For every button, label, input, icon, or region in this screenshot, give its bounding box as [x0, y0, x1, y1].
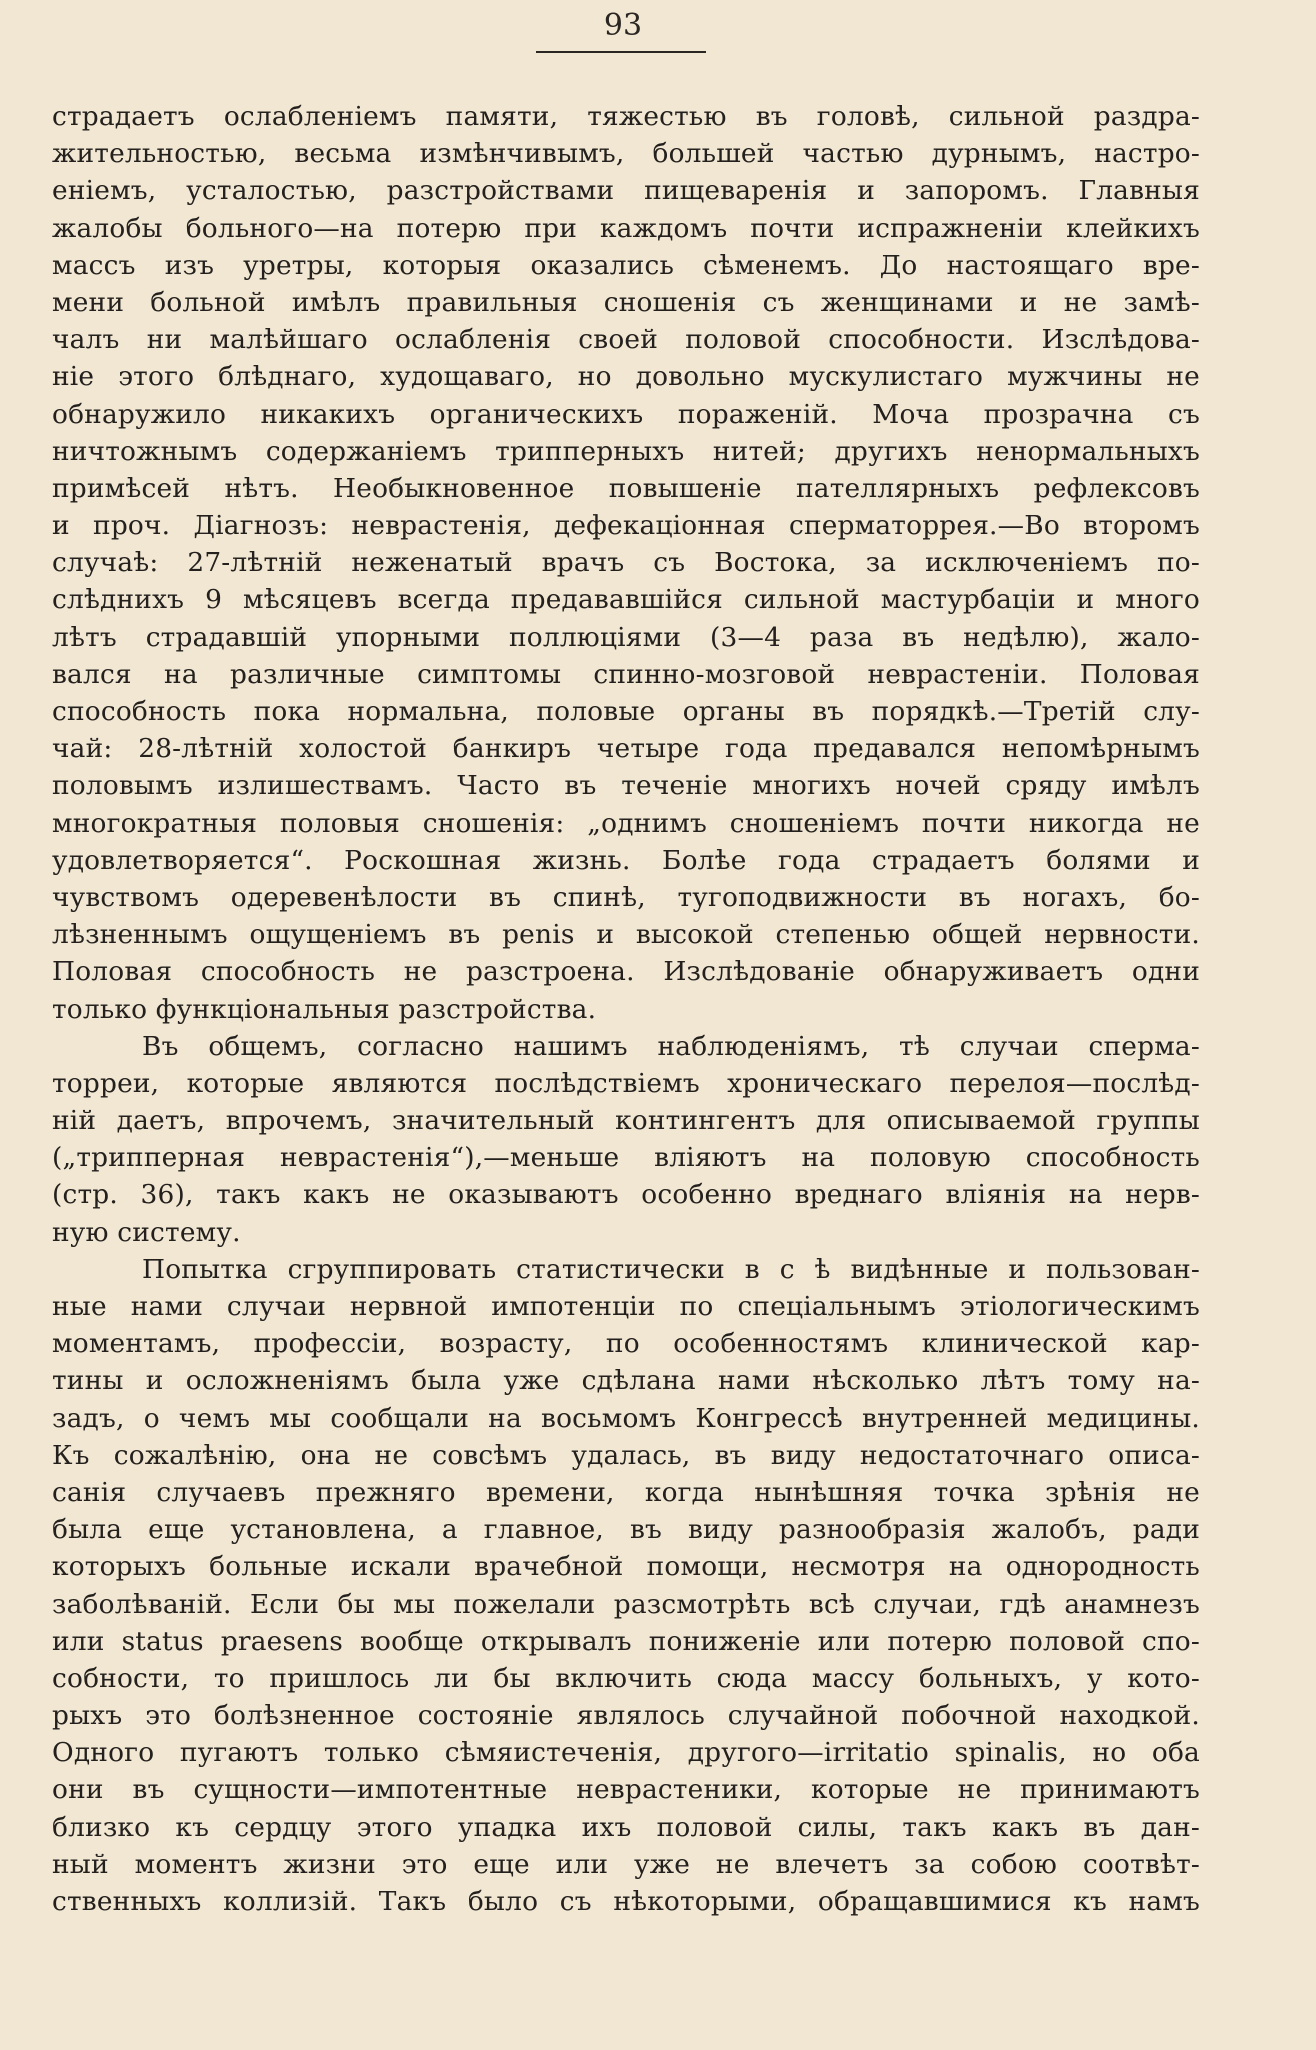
text-line: была еще установлена, а главное, въ виду разнообразія жалобъ, ради	[52, 1514, 1200, 1546]
text-line: способность пока нормальна, половые органы въ порядкѣ.—Третій слу-	[52, 696, 1200, 727]
text-line: моментамъ, профессіи, возрасту, по особенностямъ клинической кар-	[52, 1328, 1200, 1360]
text-line: (стр. 36), такъ какъ не оказываютъ особенно вреднаго вліянія на нерв-	[52, 1179, 1200, 1211]
text-line: чай: 28-лѣтній холостой банкиръ четыре года предавался непомѣрнымъ	[52, 733, 1200, 765]
text-line: ные нами случаи нервной импотенціи по спеціальнымъ этіологическимъ	[52, 1291, 1200, 1322]
text-line: Попытка сгруппировать статистически в с ѣ видѣнные и пользован-	[142, 1253, 1200, 1285]
text-line: Въ общемъ, согласно нашимъ наблюденіямъ, тѣ случаи сперма-	[142, 1030, 1200, 1062]
text-line: мени больной имѣлъ правильныя сношенія съ женщинами и не замѣ-	[52, 286, 1200, 318]
text-line: они въ сущности—импотентные неврастеники, которые не принимаютъ	[52, 1774, 1200, 1806]
text-line: страдаетъ ослабленіемъ памяти, тяжестью въ головѣ, сильной раздра-	[52, 101, 1200, 132]
text-line: еніемъ, усталостью, разстройствами пищеваренія и запоромъ. Главныя	[52, 175, 1200, 207]
text-line: задъ, о чемъ мы сообщали на восьмомъ Конгрессѣ внутренней медицины.	[52, 1402, 1200, 1434]
text-line: удовлетворяется“. Роскошная жизнь. Болѣе года страдаетъ болями и	[52, 844, 1200, 876]
text-line: слѣднихъ 9 мѣсяцевъ всегда предававшійся сильной мастурбаціи и много	[52, 584, 1200, 616]
text-line: Половая способность не разстроена. Изслѣдованіе обнаруживаетъ одни	[52, 956, 1200, 988]
text-line: торреи, которые являются послѣдствіемъ хроническаго перелоя—послѣд-	[52, 1067, 1200, 1099]
paragraph	[52, 1028, 1200, 1251]
text-line: собности, то пришлось ли бы включить сюда массу больныхъ, у кото-	[52, 1662, 1200, 1694]
text-line: Къ сожалѣнію, она не совсѣмъ удалась, въ виду недостаточнаго описа-	[52, 1439, 1200, 1471]
text-line: и проч. Діагнозъ: неврастенія, дефекаціонная сперматоррея.—Во второмъ	[52, 510, 1200, 542]
body-text	[52, 98, 1200, 1920]
text-line: ный моментъ жизни это еще или уже не влечетъ за собою соотвѣт-	[52, 1848, 1200, 1880]
text-line: которыхъ больные искали врачебной помощи, несмотря на однородность	[52, 1551, 1200, 1583]
text-line: рыхъ это болѣзненное состояніе являлось случайной побочной находкой.	[52, 1700, 1200, 1732]
text-line: только функціональныя разстройства.	[52, 993, 597, 1025]
text-line: жительностью, весьма измѣнчивымъ, большей частью дурнымъ, настро-	[52, 138, 1200, 170]
paragraph	[52, 98, 1200, 1028]
text-line: ственныхъ коллизій. Такъ было съ нѣкоторыми, обращавшимися къ намъ	[52, 1886, 1200, 1917]
text-line: Одного пугаютъ только сѣмяистеченія, другого—irritatio spinalis, но оба	[52, 1737, 1200, 1769]
header-rule	[536, 51, 706, 53]
text-line: случаѣ: 27-лѣтній неженатый врачъ съ Востока, за исключеніемъ по-	[52, 547, 1200, 579]
page-number: 93	[603, 8, 643, 43]
text-line: многократныя половыя сношенія: „однимъ сношеніемъ почти никогда не	[52, 807, 1200, 839]
text-line: чалъ ни малѣйшаго ослабленія своей половой способности. Изслѣдова-	[52, 324, 1200, 356]
text-line: примѣсей нѣтъ. Необыкновенное повышеніе пателлярныхъ рефлексовъ	[52, 472, 1200, 504]
text-line: вался на различные симптомы спинно-мозговой неврастеніи. Половая	[52, 658, 1200, 690]
text-line: или status praesens вообще открывалъ пониженіе или потерю половой спо-	[52, 1625, 1200, 1657]
text-line: чувствомъ одеревенѣлости въ спинѣ, тугоподвижности въ ногахъ, бо-	[52, 881, 1200, 913]
text-line: заболѣваній. Если бы мы пожелали разсмотрѣть всѣ случаи, гдѣ анамнезъ	[52, 1588, 1200, 1620]
text-line: лѣтъ страдавшій упорными поллюціями (3—4 раза въ недѣлю), жало-	[52, 621, 1200, 653]
text-line: половымъ излишествамъ. Часто въ теченіе многихъ ночей сряду имѣлъ	[52, 770, 1200, 802]
text-line: ничтожнымъ содержаніемъ трипперныхъ нитей; другихъ ненормальныхъ	[52, 435, 1200, 467]
text-line: ніе этого блѣднаго, худощаваго, но довольно мускулистаго мужчины не	[52, 361, 1200, 393]
text-line: обнаружило никакихъ органическихъ пораженій. Моча прозрачна съ	[52, 398, 1200, 430]
text-line: массъ изъ уретры, которыя оказались сѣменемъ. До настоящаго вре-	[52, 249, 1200, 281]
text-line: жалобы больного—на потерю при каждомъ почти испражненіи клейкихъ	[52, 212, 1200, 244]
text-line: („трипперная неврастенія“),—меньше вліяютъ на половую способность	[52, 1142, 1200, 1174]
text-line: ную систему.	[52, 1216, 241, 1248]
text-line: лѣзненнымъ ощущеніемъ въ penis и высокой степенью общей нервности.	[52, 919, 1200, 951]
text-line: ній даетъ, впрочемъ, значительный контингентъ для описываемой группы	[52, 1105, 1200, 1137]
text-line: близко къ сердцу этого упадка ихъ половой силы, такъ какъ въ дан-	[52, 1811, 1200, 1843]
text-line: тины и осложненіямъ была уже сдѣлана нами нѣсколько лѣтъ тому на-	[52, 1365, 1200, 1397]
text-line: санія случаевъ прежняго времени, когда нынѣшняя точка зрѣнія не	[52, 1476, 1200, 1508]
paragraph	[52, 1251, 1200, 1920]
